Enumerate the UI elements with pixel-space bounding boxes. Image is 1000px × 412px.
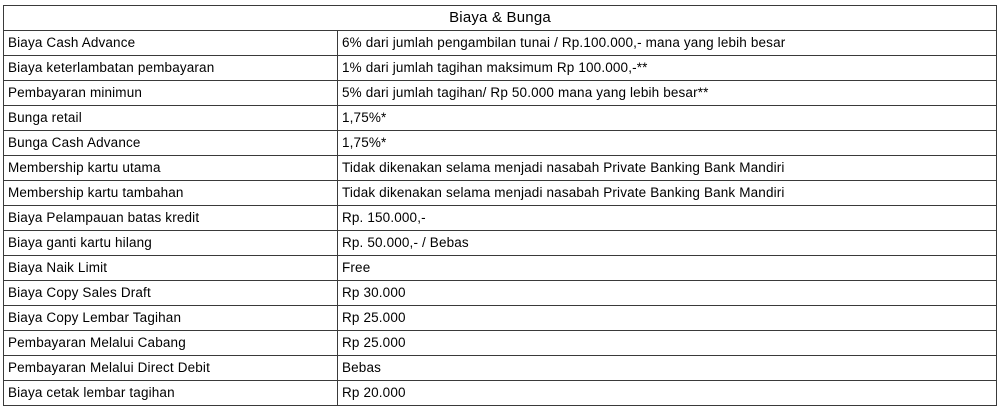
- table-title: Biaya & Bunga: [4, 6, 997, 31]
- row-label: Pembayaran Melalui Cabang: [4, 331, 338, 356]
- table-row: [4, 181, 997, 206]
- table-row: [4, 106, 997, 131]
- table-row: [4, 281, 997, 306]
- row-label: Membership kartu tambahan: [4, 181, 338, 206]
- row-value: Rp 20.000: [338, 381, 997, 406]
- row-label: Biaya Cash Advance: [4, 31, 338, 56]
- table-row: [4, 56, 997, 81]
- table-row: [4, 131, 997, 156]
- row-value: 1,75%*: [338, 106, 997, 131]
- row-value: 5% dari jumlah tagihan/ Rp 50.000 mana yang lebih besar**: [338, 81, 997, 106]
- table-row: [4, 256, 997, 281]
- row-value: Rp 30.000: [338, 281, 997, 306]
- table-row: [4, 206, 997, 231]
- row-value: 1,75%*: [338, 131, 997, 156]
- table-row: [4, 156, 997, 181]
- table-row: [4, 331, 997, 356]
- row-value: 1% dari jumlah tagihan maksimum Rp 100.000,-**: [338, 56, 997, 81]
- row-label: Biaya ganti kartu hilang: [4, 231, 338, 256]
- row-value: Free: [338, 256, 997, 281]
- row-value: 6% dari jumlah pengambilan tunai / Rp.100.000,- mana yang lebih besar: [338, 31, 997, 56]
- row-value: Rp 25.000: [338, 331, 997, 356]
- row-label: Biaya Copy Sales Draft: [4, 281, 338, 306]
- table-row: [4, 306, 997, 331]
- row-label: Biaya Naik Limit: [4, 256, 338, 281]
- row-label: Bunga Cash Advance: [4, 131, 338, 156]
- row-value: Rp. 150.000,-: [338, 206, 997, 231]
- fees-sheet: [3, 5, 996, 406]
- row-value: Rp. 50.000,- / Bebas: [338, 231, 997, 256]
- row-value: Tidak dikenakan selama menjadi nasabah Private Banking Bank Mandiri: [338, 181, 997, 206]
- table-row: [4, 81, 997, 106]
- row-label: Biaya keterlambatan pembayaran: [4, 56, 338, 81]
- row-label: Biaya cetak lembar tagihan: [4, 381, 338, 406]
- table-row: [4, 356, 997, 381]
- table-title-row: [4, 6, 997, 31]
- row-label: Biaya Copy Lembar Tagihan: [4, 306, 338, 331]
- table-row: [4, 231, 997, 256]
- row-label: Membership kartu utama: [4, 156, 338, 181]
- row-value: Tidak dikenakan selama menjadi nasabah Private Banking Bank Mandiri: [338, 156, 997, 181]
- row-value: Rp 25.000: [338, 306, 997, 331]
- table-row: [4, 381, 997, 406]
- row-label: Pembayaran Melalui Direct Debit: [4, 356, 338, 381]
- table-row: [4, 31, 997, 56]
- row-value: Bebas: [338, 356, 997, 381]
- row-label: Pembayaran minimun: [4, 81, 338, 106]
- row-label: Bunga retail: [4, 106, 338, 131]
- fees-table: [3, 5, 997, 406]
- row-label: Biaya Pelampauan batas kredit: [4, 206, 338, 231]
